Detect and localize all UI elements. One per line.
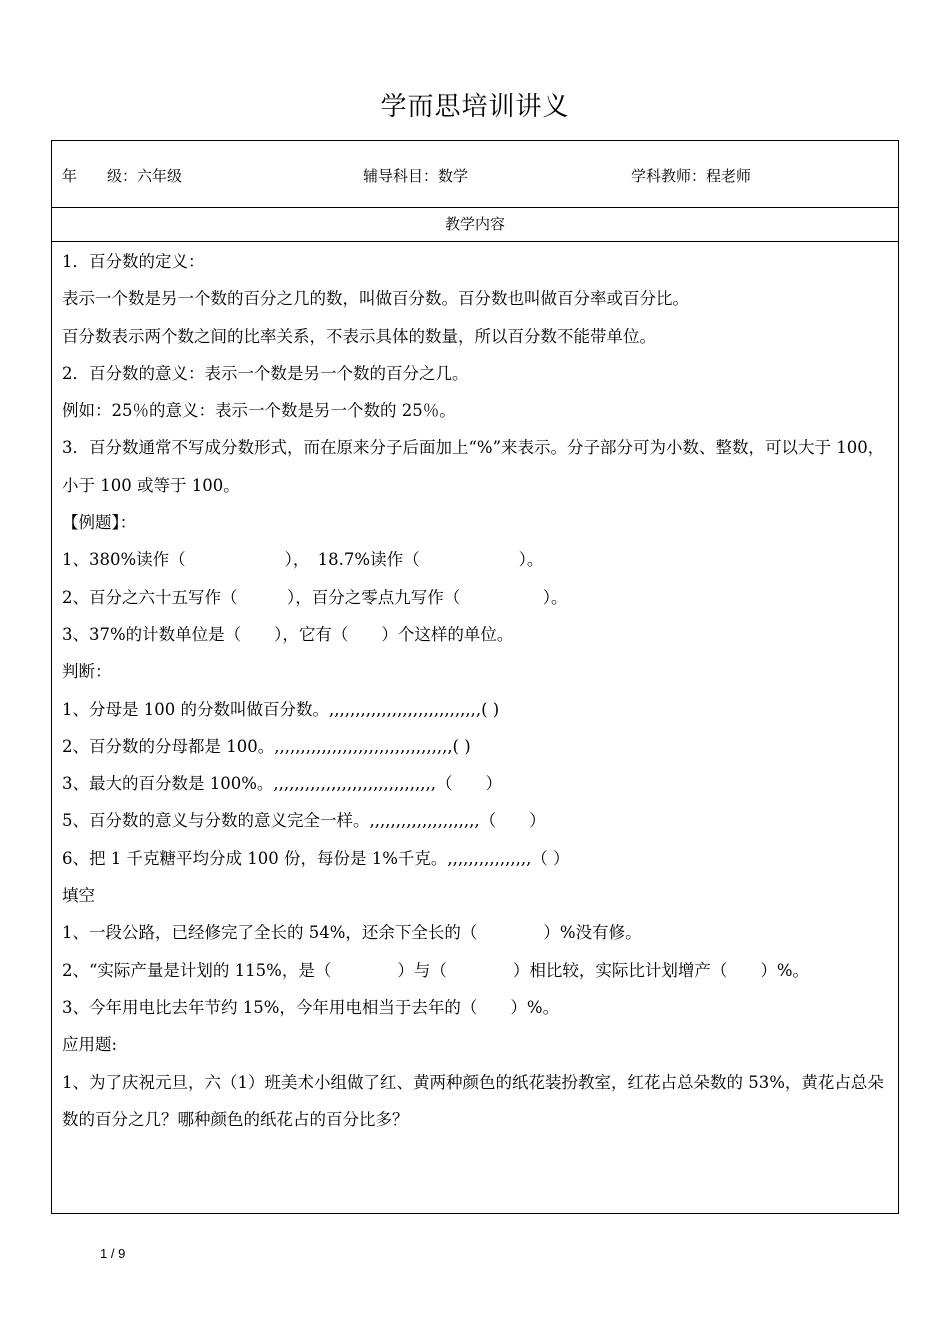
content-line: 2、“实际产量是计划的 115%，是（ ）与（ ）相比较，实际比计划增产（ ）%。 xyxy=(62,960,810,980)
grade-field: 年 级：六年级 xyxy=(62,167,183,185)
lesson-table xyxy=(51,140,899,1214)
content-line: 百分数表示两个数之间的比率关系，不表示具体的数量，所以百分数不能带单位。 xyxy=(62,326,656,346)
content-line: 1、为了庆祝元旦，六（1）班美术小组做了红、黄两种颜色的纸花装扮教室，红花占总朵数的 53%，黄花占总朵数的百分之几？哪种颜色的纸花占的百分比多？ xyxy=(62,1072,884,1129)
content-line: 3、最大的百分数是 100%。,,,,,,,,,,,,,,,,,,,,,,,,,,,,,,,（ ） xyxy=(62,774,503,794)
content-line: 6、把 1 千克糖平均分成 100 份，每份是 1%千克。,,,,,,,,,,,,,,,,（ ） xyxy=(62,848,570,868)
content-line: 3、37%的计数单位是（ ），它有（ ）个这样的单位。 xyxy=(62,624,514,644)
document-title: 学而思培训讲义 xyxy=(380,92,570,122)
content-line: 判断： xyxy=(62,662,112,682)
page-number: 1 / 9 xyxy=(100,1246,126,1261)
content-line: 应用题: xyxy=(62,1035,118,1055)
info-row xyxy=(52,141,898,208)
content-line: 【例题】： xyxy=(62,513,137,533)
content-line: 2．百分数的意义：表示一个数是另一个数的百分之几。 xyxy=(62,363,469,383)
content-line: 1、380%读作（ ）， 18.7%读作（ ）。 xyxy=(62,550,544,570)
content-line: 5、百分数的意义与分数的意义完全一样。,,,,,,,,,,,,,,,,,,,,,（ ） xyxy=(62,811,546,831)
content-line: 3、今年用电比去年节约 15%，今年用电相当于去年的（ ）%。 xyxy=(62,997,560,1017)
subject-field: 辅导科目：数学 xyxy=(363,167,469,185)
lesson-content xyxy=(62,243,890,1138)
section-heading: 教学内容 xyxy=(52,207,898,242)
teacher-field: 学科教师：程老师 xyxy=(631,167,752,185)
content-line: 例如：25％的意义：表示一个数是另一个数的 25％。 xyxy=(62,401,456,421)
content-line: 3．百分数通常不写成分数形式，而在原来分子后面加上“%”来表示。分子部分可为小数、整数，可以大于 100，小于 100 或等于 100。 xyxy=(62,438,885,495)
content-line: 1．百分数的定义： xyxy=(62,252,205,271)
content-line: 1、分母是 100 的分数叫做百分数。,,,,,,,,,,,,,,,,,,,,,,,,,,,,,( ) xyxy=(62,699,500,719)
content-line: 填空 xyxy=(62,886,95,906)
content-line: 2、百分之六十五写作（ ），百分之零点九写作（ ）。 xyxy=(62,587,568,607)
content-line: 表示一个数是另一个数的百分之几的数，叫做百分数。百分数也叫做百分率或百分比。 xyxy=(62,289,689,309)
content-line: 1、一段公路，已经修完了全长的 54%，还余下全长的（ ）%没有修。 xyxy=(62,923,642,943)
content-line: 2、百分数的分母都是 100。,,,,,,,,,,,,,,,,,,,,,,,,,,,,,,,,,,( ) xyxy=(62,736,471,756)
